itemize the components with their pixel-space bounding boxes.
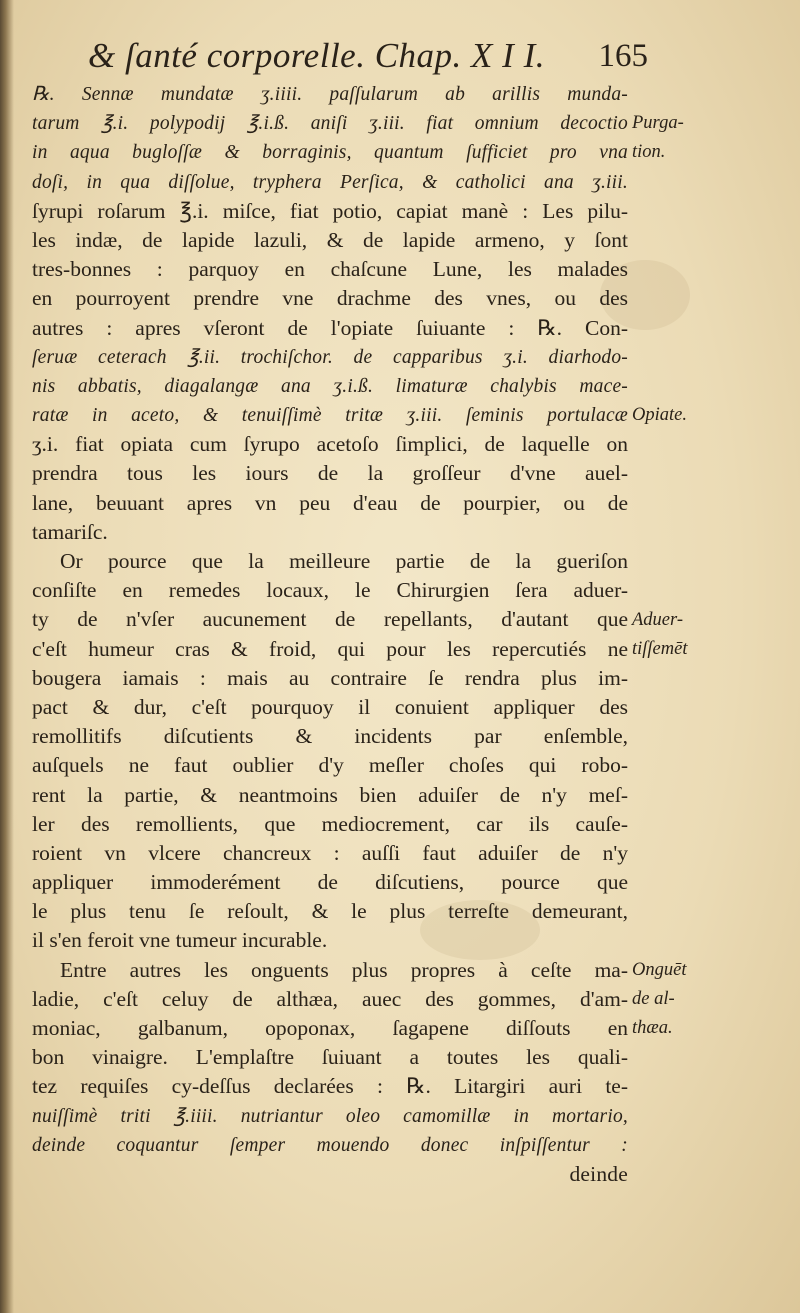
margin-note: de al- bbox=[632, 989, 675, 1010]
running-title: & ſanté corporelle. Chap. X I I. bbox=[88, 36, 545, 75]
text-line: lane, beuuant apres vn peu d'eau de pourpier, ou de bbox=[32, 490, 628, 515]
text-line: moniac, galbanum, opoponax, ſagapene diſſouts en bbox=[32, 1016, 628, 1040]
margin-note: Onguēt bbox=[632, 960, 687, 980]
text-line: tarum ℥.i. polypodij ℥.i.ß. aniſi ʒ.iii. fiat omnium decoctio bbox=[32, 113, 628, 135]
text-line: il s'en feroit vne tumeur incurable. bbox=[32, 928, 328, 953]
margin-note: Purga- bbox=[632, 113, 684, 134]
margin-note: tion. bbox=[632, 142, 666, 163]
text-line: roient vn vlcere chancreux : auſſi faut aduiſer de n'y bbox=[32, 840, 628, 865]
text-line: tres-bonnes : parquoy en chaſcune Lune, les malades bbox=[32, 257, 628, 282]
text-line: autres : apres vſeront de l'opiate ſuiuante : ℞. Con- bbox=[32, 315, 628, 340]
text-line: Entre autres les onguents plus propres à ceſte ma- bbox=[60, 957, 628, 982]
text-line: appliquer immoderément de diſcutiens, pource que bbox=[32, 870, 628, 895]
text-line: bougera iamais : mais au contraire ſe rendra plus im- bbox=[32, 665, 628, 690]
margin-note: thæa. bbox=[632, 1018, 673, 1039]
text-line: nis abbatis, diagalangæ ana ʒ.i.ß. limaturæ chalybis mace- bbox=[32, 375, 628, 397]
text-line: ſyrupi roſarum ℥.i. miſce, fiat potio, capiat manè : Les pilu- bbox=[32, 198, 628, 223]
margin-note: Aduer- bbox=[632, 609, 684, 630]
main-text-block bbox=[32, 80, 628, 1189]
text-line: ler des remollients, que mediocrement, car ils cauſe- bbox=[32, 811, 628, 836]
text-line: ℞. Sennæ mundatæ ʒ.iiii. paſſularum ab arillis munda- bbox=[32, 84, 628, 105]
text-line: ſeruæ ceterach ℥.ii. trochiſchor. de capparibus ʒ.i. diarhodo- bbox=[32, 346, 628, 368]
text-line: ladie, c'eſt celuy de althæa, auec des gommes, d'am- bbox=[32, 986, 628, 1011]
text-line: auſquels ne faut oublier d'y meſler choſes qui robo- bbox=[32, 753, 628, 778]
text-line: le plus tenu ſe reſoult, & le plus terreſte demeurant, bbox=[32, 899, 628, 924]
text-line: ratæ in aceto, & tenuiſſimè tritæ ʒ.iii. ſeminis portulacæ bbox=[32, 405, 628, 427]
text-line: tez requiſes cy-deſſus declarées : ℞. Litargiri auri te- bbox=[32, 1074, 628, 1099]
page-number: 165 bbox=[598, 38, 648, 74]
text-line: pact & dur, c'eſt pourquoy il conuient appliquer des bbox=[32, 694, 628, 719]
text-line: les indæ, de lapide lazuli, & de lapide armeno, y ſont bbox=[32, 227, 628, 252]
text-line: deinde bbox=[569, 1161, 628, 1186]
text-line: nuiſſimè triti ℥.iiii. nutriantur oleo camomillæ in mortario, bbox=[32, 1105, 628, 1127]
text-line: tamariſc. bbox=[32, 519, 108, 544]
text-line: deinde coquantur ſemper mouendo donec inſpiſſentur : bbox=[32, 1134, 628, 1156]
text-line: conſiſte en remedes locaux, le Chirurgien ſera aduer- bbox=[32, 578, 628, 603]
text-line: bon vinaigre. L'emplaſtre ſuiuant a toutes les quali- bbox=[32, 1045, 628, 1070]
margin-note: Opiate. bbox=[632, 405, 687, 426]
running-header bbox=[88, 36, 648, 84]
text-line: remollitifs diſcutients & incidents par enſemble, bbox=[32, 724, 628, 749]
text-line: c'eſt humeur cras & froid, qui pour les repercutiés ne bbox=[32, 636, 628, 661]
text-line: rent la partie, & neantmoins bien aduiſer de n'y meſ- bbox=[32, 782, 628, 807]
text-line: Or pource que la meilleure partie de la gueriſon bbox=[60, 549, 628, 573]
text-line: doſi, in qua diſſolue, tryphera Perſica, & catholici ana ʒ.iii. bbox=[32, 171, 628, 193]
page-gutter-shadow bbox=[0, 0, 14, 1313]
text-line: en pourroyent prendre vne drachme des vnes, ou des bbox=[32, 286, 628, 311]
text-line: in aqua bugloſſæ & borraginis, quantum ſufficiet pro vna bbox=[32, 142, 628, 164]
margin-note: tiſſemēt bbox=[632, 638, 688, 659]
text-line: prendra tous les iours de la groſſeur d'vne auel- bbox=[32, 461, 628, 486]
text-line: ʒ.i. fiat opiata cum ſyrupo acetoſo ſimplici, de laquelle on bbox=[32, 432, 628, 457]
text-line: ty de n'vſer aucunement de repellants, d'autant que bbox=[32, 607, 628, 632]
